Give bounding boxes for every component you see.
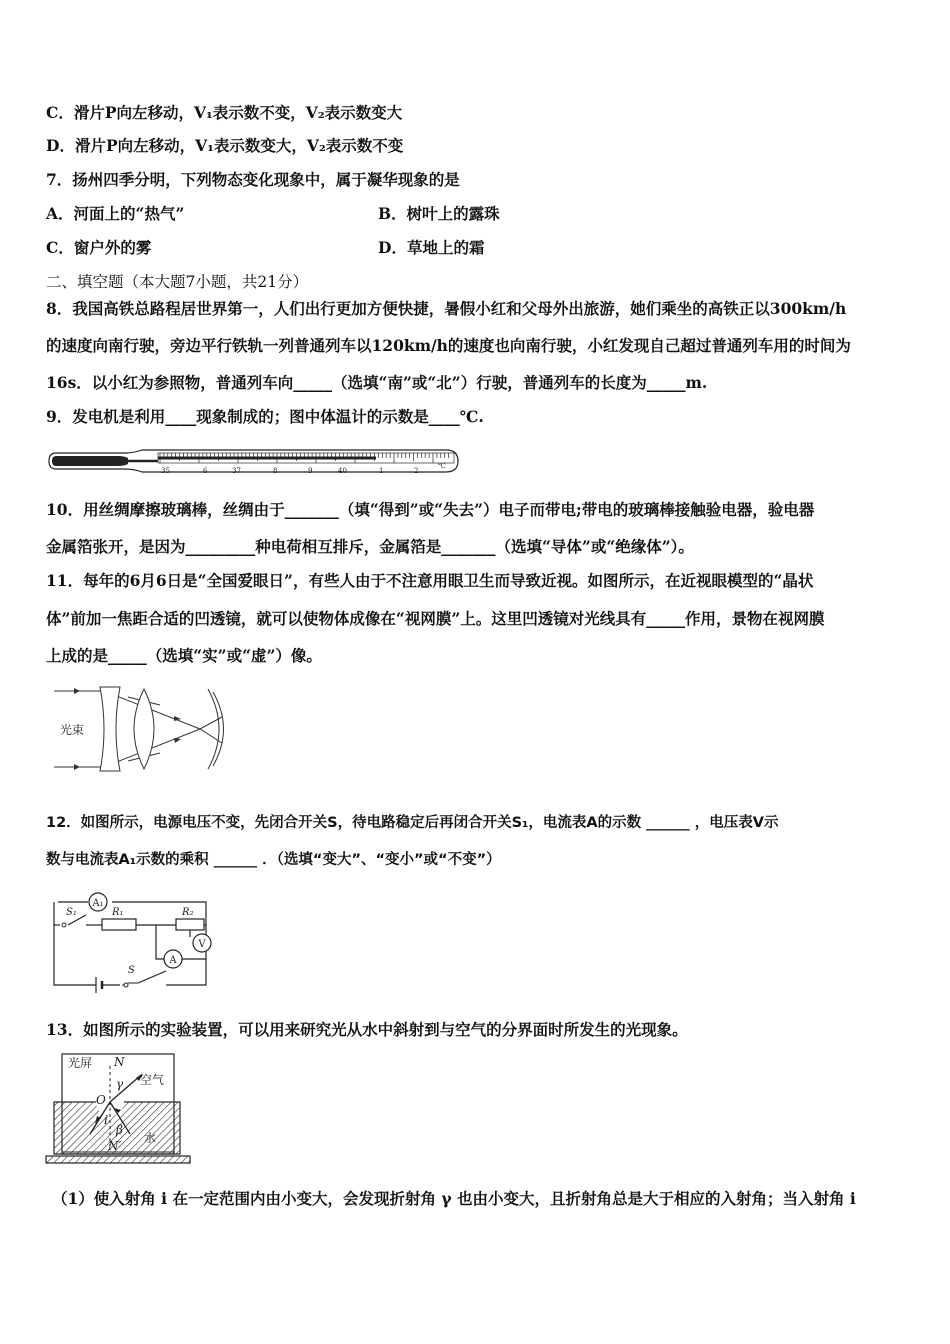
- q7-option-b: B．树叶上的露珠: [378, 204, 500, 223]
- label-beta: β: [116, 1123, 123, 1137]
- thermo-label-2: 2: [414, 467, 419, 475]
- q7-option-c: C．窗户外的雾: [46, 238, 152, 257]
- label-water: 水: [144, 1131, 157, 1145]
- section-title: 二、填空题（本大题7小题，共21分）: [46, 273, 309, 291]
- thermo-label-40: 40: [338, 467, 347, 475]
- label-a1: A₁: [92, 898, 104, 909]
- thermo-label-1: 1: [379, 467, 384, 475]
- q11-line-2: 体”前加一焦距合适的凹透镜，就可以使物体成像在“视网膜”上。这里凹透镜对光线具有_____作用，景物在视网膜: [46, 609, 825, 628]
- label-v: V: [198, 939, 206, 950]
- q6-option-d: D．滑片P向左移动，V₁表示数变大，V₂表示数不变: [46, 136, 404, 155]
- q8-line-2: 的速度向南行驶，旁边平行铁轨一列普通列车以120km/h的速度也向南行驶，小红发现自己超过普通列车用的时间为: [46, 336, 851, 355]
- label-i: i: [104, 1113, 108, 1127]
- q7-stem: 7．扬州四季分明，下列物态变化现象中，属于凝华现象的是: [46, 170, 460, 189]
- eye-figure-label: 光束: [60, 723, 85, 737]
- q8-line-1: 8．我国高铁总路程居世界第一，人们出行更加方便快捷，暑假小红和父母外出旅游，她们乘坐的高铁正以300km/h: [46, 299, 847, 318]
- thermo-label-unit: ℃: [438, 462, 446, 470]
- q10-line-2: 金属箔张开，是因为_________种电荷相互排斥，金属箔是_______（选填“导体”或“绝缘体”）。: [46, 537, 694, 556]
- q11-line-3: 上成的是_____（选填“实”或“虚”）像。: [46, 646, 322, 665]
- refraction-apparatus-figure: [44, 1052, 192, 1166]
- q13-stem: 13．如图所示的实验装置，可以用来研究光从水中斜射到与空气的分界面时所发生的光现象。: [46, 1020, 688, 1039]
- label-air: 空气: [140, 1073, 165, 1087]
- q7-option-a: A．河面上的“热气”: [46, 204, 185, 223]
- thermo-label-37: 37: [232, 467, 241, 475]
- thermo-label-8: 8: [273, 467, 278, 475]
- q6-option-c: C．滑片P向左移动，V₁表示数不变，V₂表示数变大: [46, 103, 403, 122]
- eye-model-figure: [48, 683, 238, 775]
- label-s: S: [128, 965, 135, 976]
- q11-line-1: 11．每年的6月6日是“全国爱眼日”，有些人由于不注意用眼卫生而导致近视。如图所示，在近视眼模型的“晶状: [46, 571, 814, 590]
- label-s1: S₁: [66, 907, 77, 918]
- thermo-label-35: 35: [161, 467, 170, 475]
- resistor-r2: [176, 919, 204, 930]
- q9-stem: 9．发电机是利用____现象制成的；图中体温计的示数是____℃.: [46, 407, 484, 426]
- label-gamma: γ: [116, 1077, 124, 1091]
- label-screen: 光屏: [68, 1056, 93, 1070]
- circuit-figure: [46, 885, 216, 995]
- q12-line-2: 数与电流表A₁示数的乘积 ______ ．（选填“变大”、“变小”或“不变”）: [46, 852, 501, 868]
- q13-part-1: （1）使入射角 i 在一定范围内由小变大，会发现折射角 γ 也由小变大，且折射角总是大于相应的入射角；当入射角 i: [52, 1189, 856, 1208]
- thermo-label-9: 9: [308, 467, 313, 475]
- label-r2: R₂: [182, 907, 194, 918]
- q8-line-3: 16s．以小红为参照物，普通列车向_____（选填“南”或“北”）行驶，普通列车的长度为_____m.: [46, 373, 708, 392]
- q12-line-1: 12．如图所示，电源电压不变，先闭合开关S，待电路稳定后再闭合开关S₁，电流表A的示数 ______ ，电压表V示: [46, 815, 779, 831]
- label-normal-n-prime: N′: [108, 1139, 122, 1153]
- label-r1: R₁: [112, 907, 124, 918]
- resistor-r1: [102, 919, 136, 930]
- label-normal-n: N: [114, 1055, 125, 1069]
- q10-line-1: 10．用丝绸摩擦玻璃棒，丝绸由于_______（填“得到”或“失去”）电子而带电;带电的玻璃棒接触验电器，验电器: [46, 500, 815, 519]
- q7-option-d: D．草地上的霜: [378, 238, 485, 257]
- label-o: O: [96, 1093, 106, 1107]
- thermo-label-6: 6: [203, 467, 208, 475]
- label-a: A: [169, 955, 177, 966]
- thermometer-figure: [46, 443, 460, 479]
